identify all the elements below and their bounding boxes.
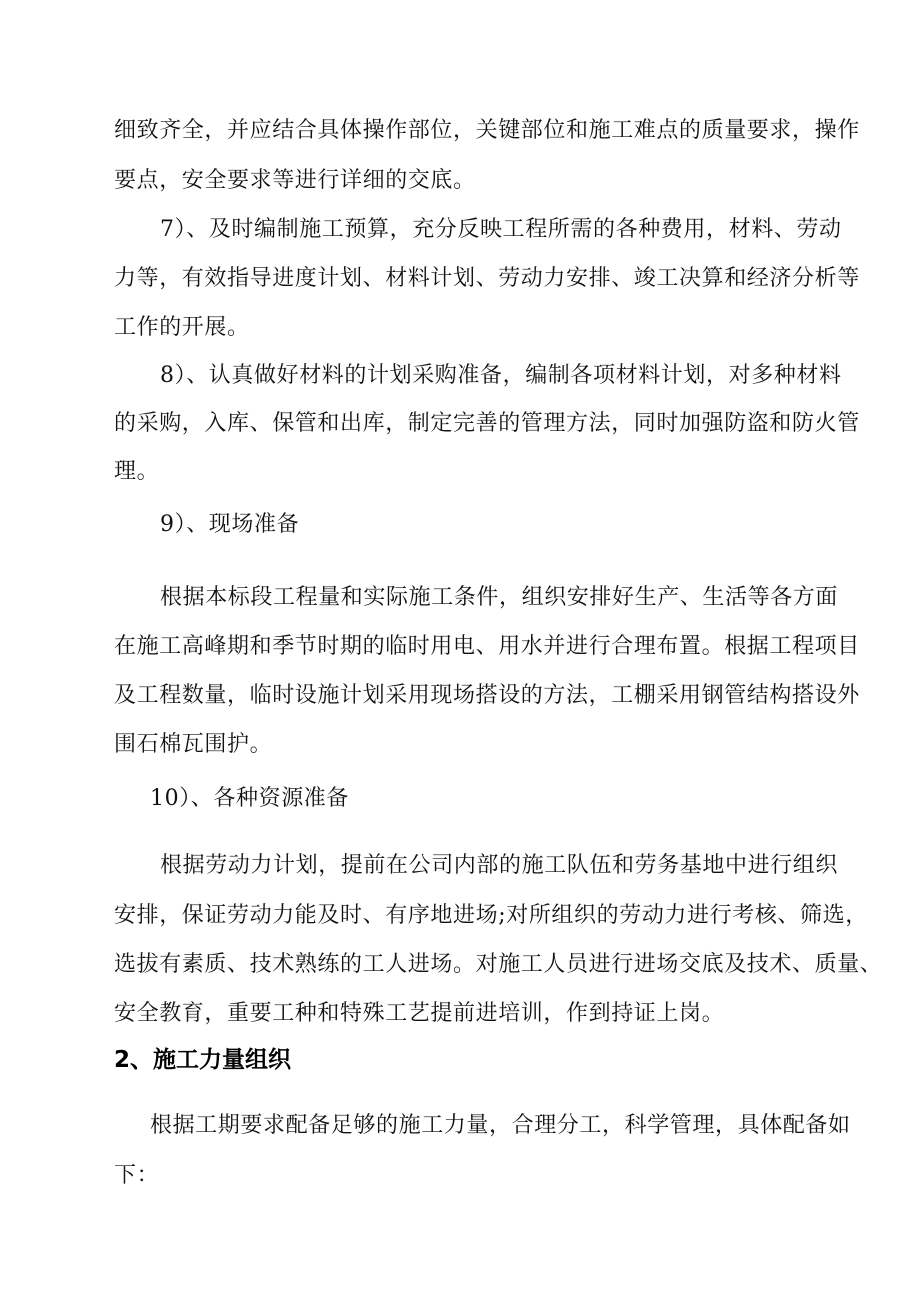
paragraph-8-line-2: 的采购，入库、保管和出库，制定完善的管理方法，同时加强防盗和防火管 [114, 411, 860, 436]
paragraph-9-line-3: 及工程数量，临时设施计划采用现场搭设的方法，工棚采用钢管结构搭设外 [114, 683, 860, 708]
paragraph-continuation-line-1: 细致齐全，并应结合具体操作部位，关键部位和施工难点的质量要求，操作 [114, 118, 860, 143]
paragraph-9-line-2: 在施工高峰期和季节时期的临时用电、用水并进行合理布置。根据工程项目 [114, 634, 860, 659]
paragraph-10-line-4: 安全教育，重要工种和特殊工艺提前进培训，作到持证上岗。 [114, 1001, 725, 1026]
section-2-line-2: 下： [114, 1163, 160, 1188]
paragraph-7-line-2: 力等，有效指导进度计划、材料计划、劳动力安排、竣工决算和经济分析等 [114, 266, 860, 291]
paragraph-continuation-line-2: 要点，安全要求等进行详细的交底。 [114, 168, 476, 193]
section-2-line-1: 根据工期要求配备足够的施工力量，合理分工，科学管理，具体配备如 [150, 1113, 851, 1138]
paragraph-7-line-3: 工作的开展。 [114, 315, 250, 340]
section-2-heading: 2、施工力量组织 [114, 1047, 292, 1073]
paragraph-7-line-1: 7）、及时编制施工预算，充分反映工程所需的各种费用，材料、劳动 [160, 217, 842, 242]
paragraph-8-line-1: 8）、认真做好材料的计划采购准备，编制各项材料计划，对多种材料 [160, 363, 842, 388]
paragraph-9-title: 9）、现场准备 [160, 512, 300, 537]
paragraph-10-line-3: 选拔有素质、技术熟练的工人进场。对施工人员进行进场交底及技术、质量、 [114, 952, 883, 977]
paragraph-10-line-1: 根据劳动力计划，提前在公司内部的施工队伍和劳务基地中进行组织 [160, 853, 839, 878]
paragraph-10-line-2: 安排，保证劳动力能及时、有序地进场;对所组织的劳动力进行考核、筛选， [114, 903, 868, 928]
paragraph-9-line-1: 根据本标段工程量和实际施工条件，组织安排好生产、生活等各方面 [160, 585, 839, 610]
paragraph-8-line-3: 理。 [114, 459, 160, 484]
paragraph-9-line-4: 围石棉瓦围护。 [114, 732, 273, 757]
paragraph-10-title: 10）、各种资源准备 [150, 786, 349, 811]
